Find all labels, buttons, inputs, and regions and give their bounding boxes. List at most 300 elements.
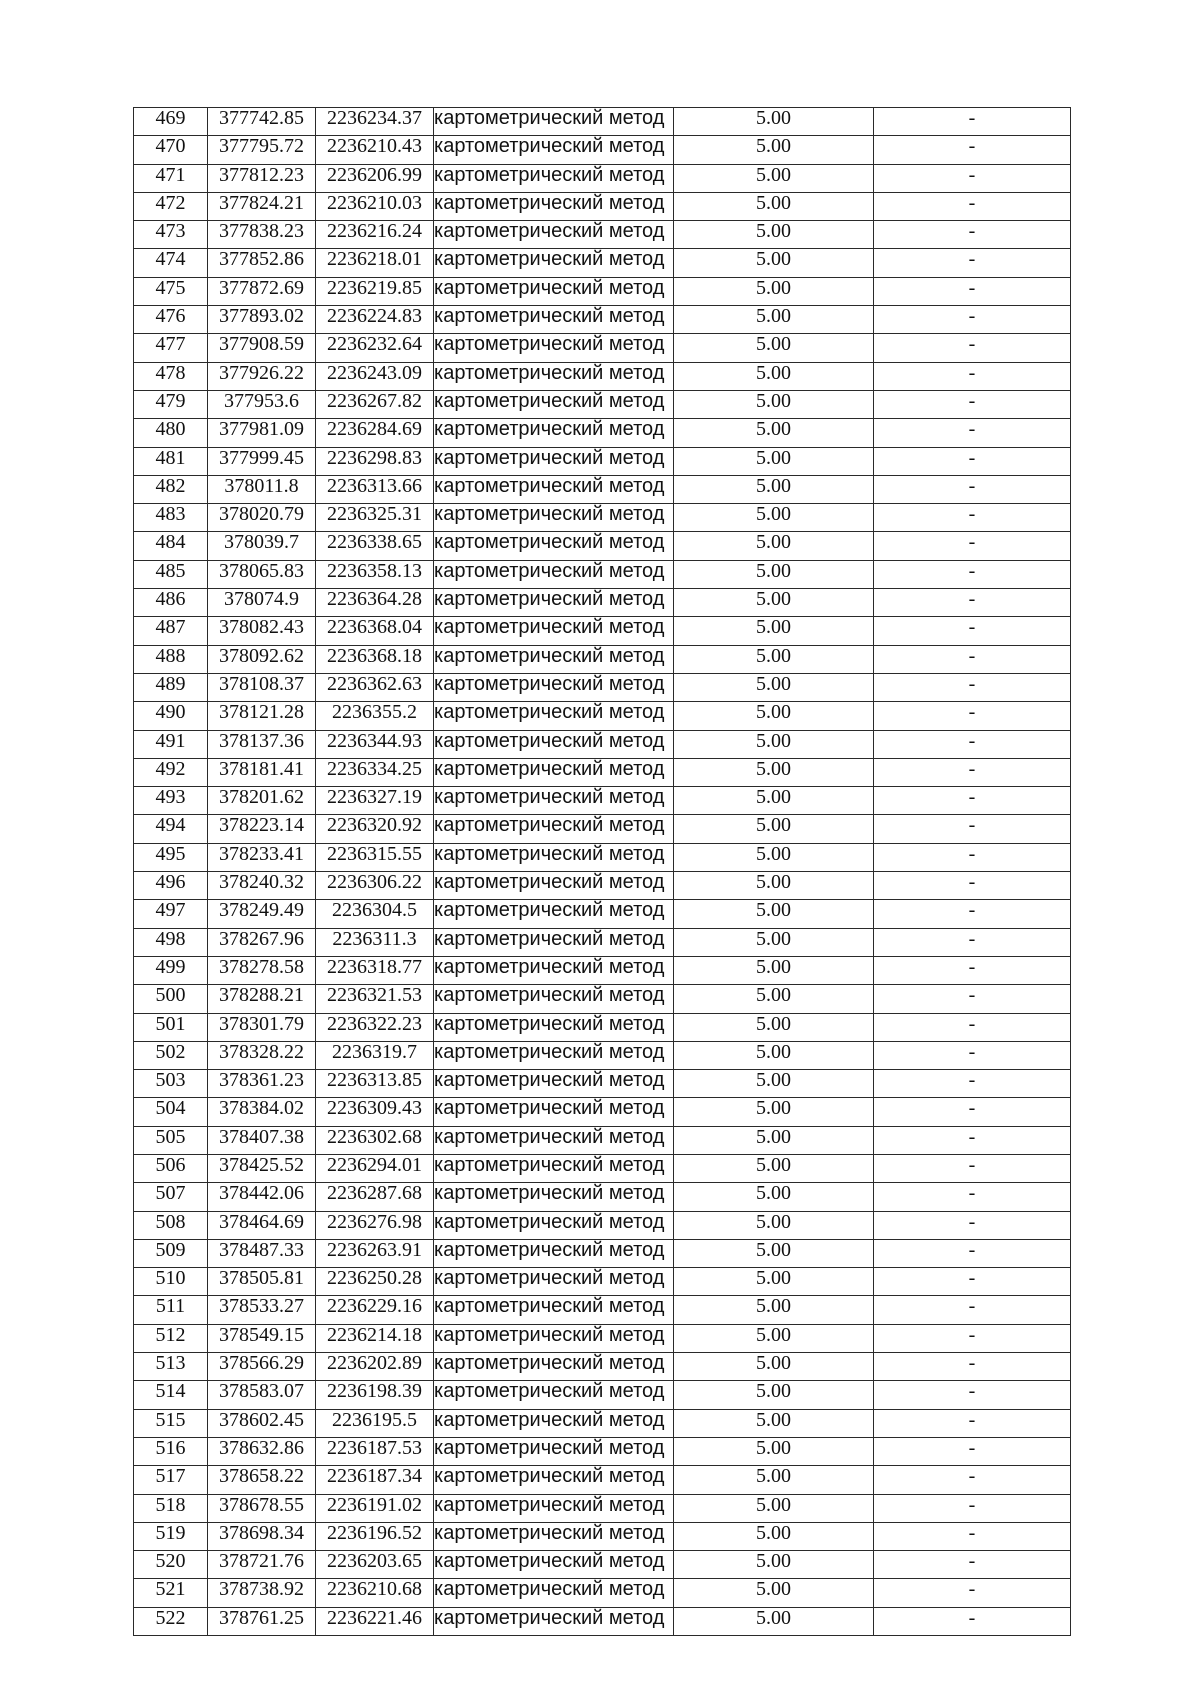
y-coordinate-cell: 2236320.92 (316, 815, 434, 843)
y-coordinate-cell: 2236210.03 (316, 192, 434, 220)
point-number-cell: 477 (134, 334, 208, 362)
y-coordinate-cell: 2236196.52 (316, 1522, 434, 1550)
note-cell: - (874, 1183, 1071, 1211)
y-coordinate-cell: 2236250.28 (316, 1268, 434, 1296)
point-number-cell: 474 (134, 249, 208, 277)
y-coordinate-cell: 2236203.65 (316, 1551, 434, 1579)
point-number-cell: 503 (134, 1070, 208, 1098)
accuracy-cell: 5.00 (674, 787, 874, 815)
method-cell: картометрический метод (434, 1154, 674, 1182)
accuracy-cell: 5.00 (674, 985, 874, 1013)
table-row (134, 1098, 1071, 1126)
table-row (134, 1154, 1071, 1182)
table-row (134, 758, 1071, 786)
note-cell: - (874, 1154, 1071, 1182)
note-cell: - (874, 673, 1071, 701)
point-number-cell: 482 (134, 475, 208, 503)
y-coordinate-cell: 2236221.46 (316, 1607, 434, 1635)
note-cell: - (874, 758, 1071, 786)
table-row (134, 1324, 1071, 1352)
table-row (134, 1381, 1071, 1409)
y-coordinate-cell: 2236309.43 (316, 1098, 434, 1126)
accuracy-cell: 5.00 (674, 956, 874, 984)
point-number-cell: 489 (134, 673, 208, 701)
x-coordinate-cell: 377908.59 (208, 334, 316, 362)
x-coordinate-cell: 377742.85 (208, 108, 316, 136)
accuracy-cell: 5.00 (674, 645, 874, 673)
table-row (134, 1494, 1071, 1522)
method-cell: картометрический метод (434, 843, 674, 871)
accuracy-cell: 5.00 (674, 560, 874, 588)
y-coordinate-cell: 2236313.85 (316, 1070, 434, 1098)
x-coordinate-cell: 378583.07 (208, 1381, 316, 1409)
accuracy-cell: 5.00 (674, 1268, 874, 1296)
y-coordinate-cell: 2236368.18 (316, 645, 434, 673)
method-cell: картометрический метод (434, 1268, 674, 1296)
table-row (134, 1579, 1071, 1607)
note-cell: - (874, 192, 1071, 220)
x-coordinate-cell: 378181.41 (208, 758, 316, 786)
point-number-cell: 475 (134, 277, 208, 305)
accuracy-cell: 5.00 (674, 928, 874, 956)
table-row (134, 306, 1071, 334)
note-cell: - (874, 956, 1071, 984)
note-cell: - (874, 1126, 1071, 1154)
accuracy-cell: 5.00 (674, 730, 874, 758)
note-cell: - (874, 532, 1071, 560)
accuracy-cell: 5.00 (674, 249, 874, 277)
x-coordinate-cell: 378678.55 (208, 1494, 316, 1522)
point-number-cell: 502 (134, 1041, 208, 1069)
note-cell: - (874, 1607, 1071, 1635)
method-cell: картометрический метод (434, 419, 674, 447)
note-cell: - (874, 1551, 1071, 1579)
method-cell: картометрический метод (434, 673, 674, 701)
point-number-cell: 505 (134, 1126, 208, 1154)
note-cell: - (874, 334, 1071, 362)
point-number-cell: 522 (134, 1607, 208, 1635)
x-coordinate-cell: 377838.23 (208, 221, 316, 249)
y-coordinate-cell: 2236306.22 (316, 872, 434, 900)
method-cell: картометрический метод (434, 1607, 674, 1635)
method-cell: картометрический метод (434, 900, 674, 928)
accuracy-cell: 5.00 (674, 758, 874, 786)
note-cell: - (874, 815, 1071, 843)
table-row (134, 928, 1071, 956)
x-coordinate-cell: 378233.41 (208, 843, 316, 871)
y-coordinate-cell: 2236267.82 (316, 390, 434, 418)
y-coordinate-cell: 2236304.5 (316, 900, 434, 928)
note-cell: - (874, 1437, 1071, 1465)
note-cell: - (874, 985, 1071, 1013)
y-coordinate-cell: 2236187.34 (316, 1466, 434, 1494)
note-cell: - (874, 872, 1071, 900)
y-coordinate-cell: 2236315.55 (316, 843, 434, 871)
table-row (134, 277, 1071, 305)
table-row (134, 560, 1071, 588)
table-row (134, 1522, 1071, 1550)
x-coordinate-cell: 378658.22 (208, 1466, 316, 1494)
point-number-cell: 512 (134, 1324, 208, 1352)
method-cell: картометрический метод (434, 164, 674, 192)
accuracy-cell: 5.00 (674, 815, 874, 843)
accuracy-cell: 5.00 (674, 843, 874, 871)
y-coordinate-cell: 2236294.01 (316, 1154, 434, 1182)
accuracy-cell: 5.00 (674, 504, 874, 532)
accuracy-cell: 5.00 (674, 589, 874, 617)
method-cell: картометрический метод (434, 1353, 674, 1381)
accuracy-cell: 5.00 (674, 1239, 874, 1267)
point-number-cell: 513 (134, 1353, 208, 1381)
note-cell: - (874, 475, 1071, 503)
y-coordinate-cell: 2236358.13 (316, 560, 434, 588)
accuracy-cell: 5.00 (674, 1154, 874, 1182)
accuracy-cell: 5.00 (674, 447, 874, 475)
table-row (134, 249, 1071, 277)
method-cell: картометрический метод (434, 1183, 674, 1211)
x-coordinate-cell: 378533.27 (208, 1296, 316, 1324)
accuracy-cell: 5.00 (674, 1070, 874, 1098)
coordinates-table-body (134, 108, 1071, 1636)
table-row (134, 447, 1071, 475)
accuracy-cell: 5.00 (674, 362, 874, 390)
note-cell: - (874, 390, 1071, 418)
x-coordinate-cell: 378092.62 (208, 645, 316, 673)
note-cell: - (874, 617, 1071, 645)
y-coordinate-cell: 2236298.83 (316, 447, 434, 475)
table-row (134, 1437, 1071, 1465)
y-coordinate-cell: 2236344.93 (316, 730, 434, 758)
x-coordinate-cell: 377824.21 (208, 192, 316, 220)
accuracy-cell: 5.00 (674, 419, 874, 447)
x-coordinate-cell: 378249.49 (208, 900, 316, 928)
y-coordinate-cell: 2236263.91 (316, 1239, 434, 1267)
x-coordinate-cell: 378328.22 (208, 1041, 316, 1069)
point-number-cell: 480 (134, 419, 208, 447)
y-coordinate-cell: 2236325.31 (316, 504, 434, 532)
y-coordinate-cell: 2236191.02 (316, 1494, 434, 1522)
accuracy-cell: 5.00 (674, 1466, 874, 1494)
table-row (134, 164, 1071, 192)
x-coordinate-cell: 378407.38 (208, 1126, 316, 1154)
accuracy-cell: 5.00 (674, 1324, 874, 1352)
point-number-cell: 520 (134, 1551, 208, 1579)
accuracy-cell: 5.00 (674, 1381, 874, 1409)
y-coordinate-cell: 2236284.69 (316, 419, 434, 447)
accuracy-cell: 5.00 (674, 900, 874, 928)
note-cell: - (874, 277, 1071, 305)
table-row (134, 1607, 1071, 1635)
accuracy-cell: 5.00 (674, 532, 874, 560)
x-coordinate-cell: 378223.14 (208, 815, 316, 843)
x-coordinate-cell: 378082.43 (208, 617, 316, 645)
x-coordinate-cell: 378361.23 (208, 1070, 316, 1098)
method-cell: картометрический метод (434, 1041, 674, 1069)
table-row (134, 815, 1071, 843)
accuracy-cell: 5.00 (674, 1183, 874, 1211)
x-coordinate-cell: 378020.79 (208, 504, 316, 532)
x-coordinate-cell: 378288.21 (208, 985, 316, 1013)
point-number-cell: 487 (134, 617, 208, 645)
y-coordinate-cell: 2236195.5 (316, 1409, 434, 1437)
x-coordinate-cell: 377893.02 (208, 306, 316, 334)
method-cell: картометрический метод (434, 532, 674, 560)
accuracy-cell: 5.00 (674, 673, 874, 701)
accuracy-cell: 5.00 (674, 1522, 874, 1550)
method-cell: картометрический метод (434, 249, 674, 277)
note-cell: - (874, 1268, 1071, 1296)
method-cell: картометрический метод (434, 136, 674, 164)
accuracy-cell: 5.00 (674, 872, 874, 900)
point-number-cell: 501 (134, 1013, 208, 1041)
note-cell: - (874, 645, 1071, 673)
table-row (134, 136, 1071, 164)
x-coordinate-cell: 378738.92 (208, 1579, 316, 1607)
note-cell: - (874, 1522, 1071, 1550)
x-coordinate-cell: 378065.83 (208, 560, 316, 588)
y-coordinate-cell: 2236214.18 (316, 1324, 434, 1352)
point-number-cell: 491 (134, 730, 208, 758)
note-cell: - (874, 1494, 1071, 1522)
table-row (134, 843, 1071, 871)
x-coordinate-cell: 378566.29 (208, 1353, 316, 1381)
point-number-cell: 519 (134, 1522, 208, 1550)
accuracy-cell: 5.00 (674, 1126, 874, 1154)
table-row (134, 617, 1071, 645)
point-number-cell: 508 (134, 1211, 208, 1239)
method-cell: картометрический метод (434, 221, 674, 249)
table-row (134, 787, 1071, 815)
x-coordinate-cell: 378108.37 (208, 673, 316, 701)
point-number-cell: 517 (134, 1466, 208, 1494)
table-row (134, 872, 1071, 900)
accuracy-cell: 5.00 (674, 277, 874, 305)
method-cell: картометрический метод (434, 334, 674, 362)
note-cell: - (874, 1013, 1071, 1041)
table-row (134, 673, 1071, 701)
y-coordinate-cell: 2236234.37 (316, 108, 434, 136)
note-cell: - (874, 1466, 1071, 1494)
y-coordinate-cell: 2236321.53 (316, 985, 434, 1013)
x-coordinate-cell: 378549.15 (208, 1324, 316, 1352)
y-coordinate-cell: 2236276.98 (316, 1211, 434, 1239)
point-number-cell: 481 (134, 447, 208, 475)
method-cell: картометрический метод (434, 1211, 674, 1239)
x-coordinate-cell: 377812.23 (208, 164, 316, 192)
x-coordinate-cell: 378121.28 (208, 702, 316, 730)
note-cell: - (874, 1409, 1071, 1437)
x-coordinate-cell: 378505.81 (208, 1268, 316, 1296)
point-number-cell: 483 (134, 504, 208, 532)
y-coordinate-cell: 2236202.89 (316, 1353, 434, 1381)
note-cell: - (874, 787, 1071, 815)
note-cell: - (874, 221, 1071, 249)
y-coordinate-cell: 2236302.68 (316, 1126, 434, 1154)
method-cell: картометрический метод (434, 1324, 674, 1352)
point-number-cell: 510 (134, 1268, 208, 1296)
point-number-cell: 492 (134, 758, 208, 786)
x-coordinate-cell: 377795.72 (208, 136, 316, 164)
accuracy-cell: 5.00 (674, 334, 874, 362)
point-number-cell: 479 (134, 390, 208, 418)
x-coordinate-cell: 378384.02 (208, 1098, 316, 1126)
method-cell: картометрический метод (434, 758, 674, 786)
table-row (134, 1296, 1071, 1324)
table-row (134, 221, 1071, 249)
coordinates-table (133, 107, 1071, 1636)
method-cell: картометрический метод (434, 1126, 674, 1154)
note-cell: - (874, 843, 1071, 871)
table-row (134, 1409, 1071, 1437)
point-number-cell: 506 (134, 1154, 208, 1182)
accuracy-cell: 5.00 (674, 1296, 874, 1324)
point-number-cell: 511 (134, 1296, 208, 1324)
table-row (134, 645, 1071, 673)
x-coordinate-cell: 378442.06 (208, 1183, 316, 1211)
point-number-cell: 478 (134, 362, 208, 390)
note-cell: - (874, 306, 1071, 334)
point-number-cell: 484 (134, 532, 208, 560)
accuracy-cell: 5.00 (674, 1353, 874, 1381)
method-cell: картометрический метод (434, 447, 674, 475)
x-coordinate-cell: 377852.86 (208, 249, 316, 277)
note-cell: - (874, 447, 1071, 475)
accuracy-cell: 5.00 (674, 1437, 874, 1465)
accuracy-cell: 5.00 (674, 702, 874, 730)
table-row (134, 192, 1071, 220)
method-cell: картометрический метод (434, 1579, 674, 1607)
point-number-cell: 493 (134, 787, 208, 815)
table-row (134, 334, 1071, 362)
y-coordinate-cell: 2236287.68 (316, 1183, 434, 1211)
note-cell: - (874, 136, 1071, 164)
x-coordinate-cell: 378039.7 (208, 532, 316, 560)
method-cell: картометрический метод (434, 617, 674, 645)
y-coordinate-cell: 2236224.83 (316, 306, 434, 334)
y-coordinate-cell: 2236318.77 (316, 956, 434, 984)
accuracy-cell: 5.00 (674, 1409, 874, 1437)
y-coordinate-cell: 2236218.01 (316, 249, 434, 277)
method-cell: картометрический метод (434, 985, 674, 1013)
method-cell: картометрический метод (434, 1409, 674, 1437)
point-number-cell: 472 (134, 192, 208, 220)
point-number-cell: 499 (134, 956, 208, 984)
note-cell: - (874, 1381, 1071, 1409)
table-row (134, 1183, 1071, 1211)
accuracy-cell: 5.00 (674, 221, 874, 249)
table-row (134, 504, 1071, 532)
method-cell: картометрический метод (434, 872, 674, 900)
y-coordinate-cell: 2236368.04 (316, 617, 434, 645)
x-coordinate-cell: 377981.09 (208, 419, 316, 447)
x-coordinate-cell: 378602.45 (208, 1409, 316, 1437)
table-row (134, 730, 1071, 758)
point-number-cell: 507 (134, 1183, 208, 1211)
table-row (134, 390, 1071, 418)
x-coordinate-cell: 378074.9 (208, 589, 316, 617)
x-coordinate-cell: 378301.79 (208, 1013, 316, 1041)
method-cell: картометрический метод (434, 1466, 674, 1494)
point-number-cell: 470 (134, 136, 208, 164)
note-cell: - (874, 164, 1071, 192)
method-cell: картометрический метод (434, 362, 674, 390)
note-cell: - (874, 1211, 1071, 1239)
x-coordinate-cell: 378632.86 (208, 1437, 316, 1465)
y-coordinate-cell: 2236334.25 (316, 758, 434, 786)
x-coordinate-cell: 378761.25 (208, 1607, 316, 1635)
point-number-cell: 476 (134, 306, 208, 334)
table-row (134, 1466, 1071, 1494)
method-cell: картометрический метод (434, 928, 674, 956)
point-number-cell: 518 (134, 1494, 208, 1522)
method-cell: картометрический метод (434, 560, 674, 588)
method-cell: картометрический метод (434, 645, 674, 673)
accuracy-cell: 5.00 (674, 617, 874, 645)
method-cell: картометрический метод (434, 1381, 674, 1409)
accuracy-cell: 5.00 (674, 164, 874, 192)
note-cell: - (874, 730, 1071, 758)
method-cell: картометрический метод (434, 277, 674, 305)
y-coordinate-cell: 2236210.68 (316, 1579, 434, 1607)
y-coordinate-cell: 2236364.28 (316, 589, 434, 617)
y-coordinate-cell: 2236355.2 (316, 702, 434, 730)
note-cell: - (874, 1296, 1071, 1324)
y-coordinate-cell: 2236311.3 (316, 928, 434, 956)
x-coordinate-cell: 378464.69 (208, 1211, 316, 1239)
note-cell: - (874, 1098, 1071, 1126)
point-number-cell: 490 (134, 702, 208, 730)
point-number-cell: 488 (134, 645, 208, 673)
x-coordinate-cell: 378487.33 (208, 1239, 316, 1267)
y-coordinate-cell: 2236187.53 (316, 1437, 434, 1465)
y-coordinate-cell: 2236198.39 (316, 1381, 434, 1409)
method-cell: картометрический метод (434, 306, 674, 334)
point-number-cell: 496 (134, 872, 208, 900)
y-coordinate-cell: 2236362.63 (316, 673, 434, 701)
table-row (134, 532, 1071, 560)
note-cell: - (874, 1070, 1071, 1098)
note-cell: - (874, 1579, 1071, 1607)
x-coordinate-cell: 378425.52 (208, 1154, 316, 1182)
note-cell: - (874, 1041, 1071, 1069)
method-cell: картометрический метод (434, 390, 674, 418)
method-cell: картометрический метод (434, 1296, 674, 1324)
x-coordinate-cell: 378240.32 (208, 872, 316, 900)
point-number-cell: 509 (134, 1239, 208, 1267)
method-cell: картометрический метод (434, 1494, 674, 1522)
table-row (134, 1041, 1071, 1069)
accuracy-cell: 5.00 (674, 1551, 874, 1579)
point-number-cell: 469 (134, 108, 208, 136)
y-coordinate-cell: 2236216.24 (316, 221, 434, 249)
y-coordinate-cell: 2236243.09 (316, 362, 434, 390)
table-row (134, 702, 1071, 730)
y-coordinate-cell: 2236219.85 (316, 277, 434, 305)
table-row (134, 1551, 1071, 1579)
point-number-cell: 486 (134, 589, 208, 617)
point-number-cell: 471 (134, 164, 208, 192)
accuracy-cell: 5.00 (674, 475, 874, 503)
note-cell: - (874, 419, 1071, 447)
table-row (134, 956, 1071, 984)
x-coordinate-cell: 378267.96 (208, 928, 316, 956)
method-cell: картометрический метод (434, 702, 674, 730)
point-number-cell: 500 (134, 985, 208, 1013)
x-coordinate-cell: 377999.45 (208, 447, 316, 475)
accuracy-cell: 5.00 (674, 306, 874, 334)
accuracy-cell: 5.00 (674, 1211, 874, 1239)
accuracy-cell: 5.00 (674, 108, 874, 136)
